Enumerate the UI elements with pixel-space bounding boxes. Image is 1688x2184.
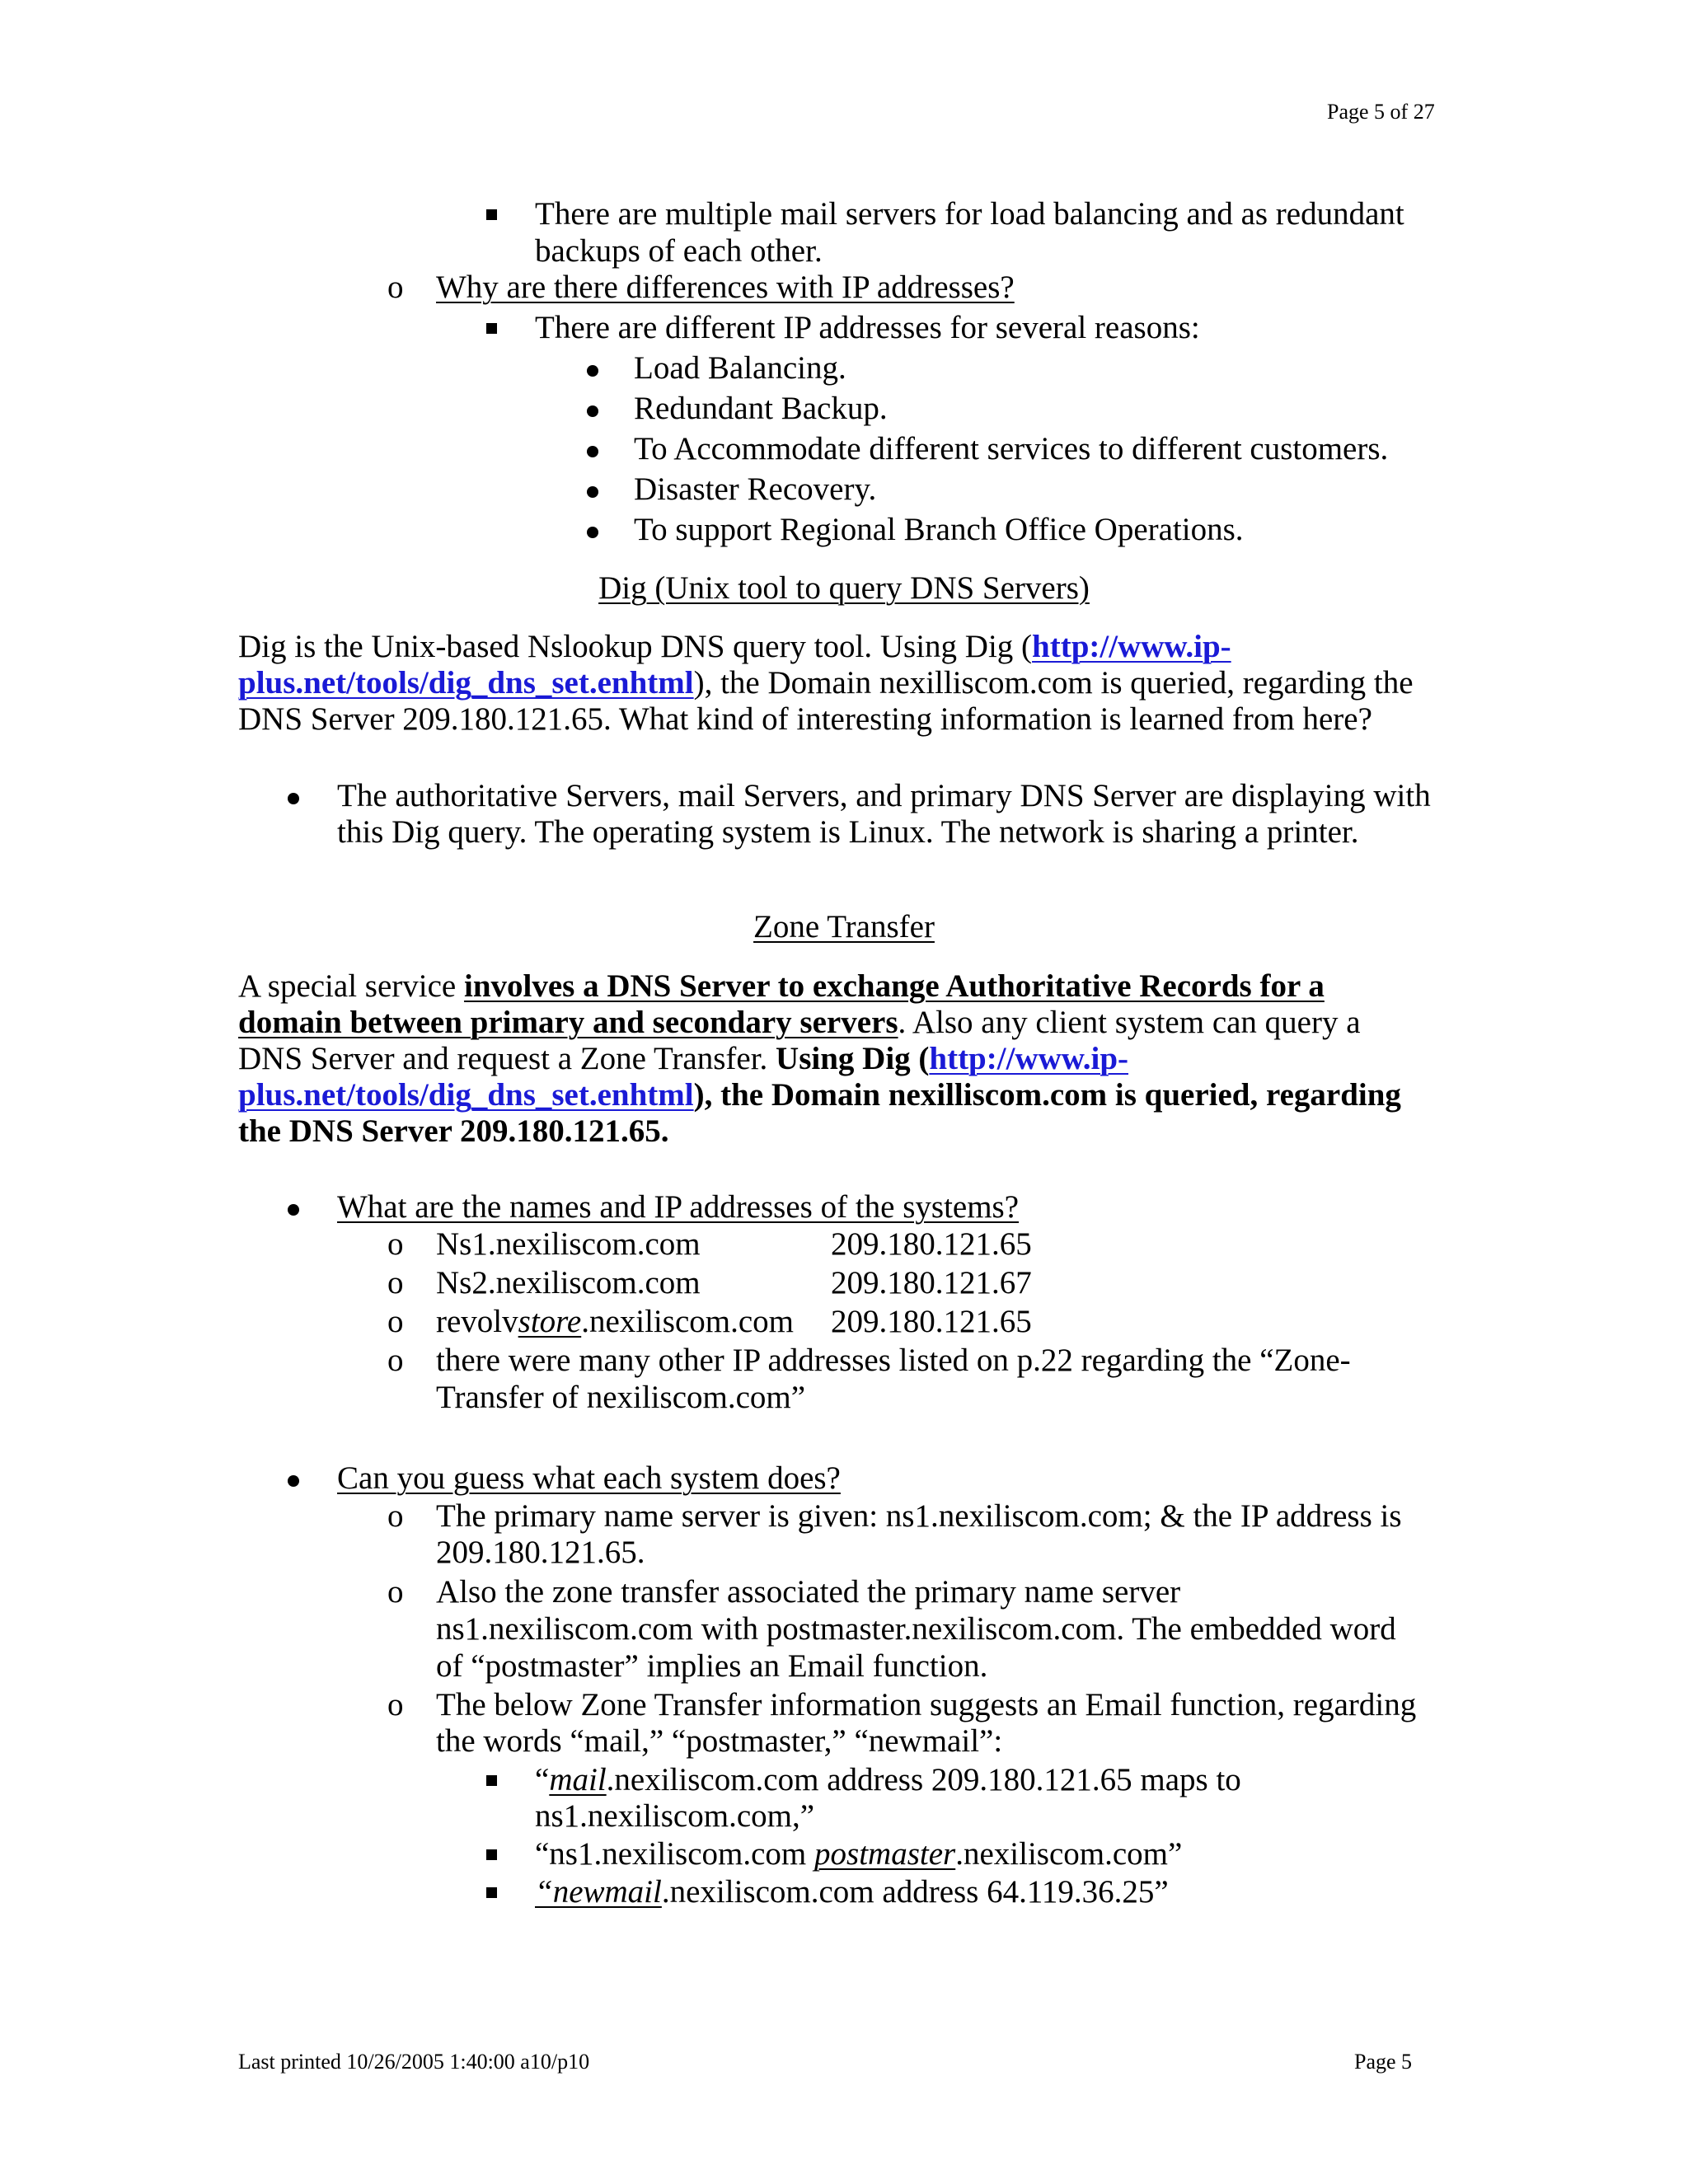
- sub-mail-line2: ns1.nexiliscom.com,”: [535, 1798, 815, 1834]
- reason-item: Load Balancing.: [634, 350, 846, 386]
- zone-paragraph-line1: A special service involves a DNS Server to exchange Authoritative Records for a: [238, 968, 1325, 1004]
- sub-newmail: “newmail.nexiliscom.com address 64.119.36.25”: [535, 1874, 1169, 1910]
- footer-page-number: Page 5: [1354, 2050, 1413, 2074]
- system-ip: 209.180.121.65: [831, 1226, 1032, 1262]
- dot-bullet-icon: [288, 793, 299, 804]
- zone-dig-link[interactable]: plus.net/tools/dig_dns_set.enhtml: [238, 1077, 694, 1113]
- dig-paragraph-line3: DNS Server 209.180.121.65. What kind of interesting information is learned from here?: [238, 701, 1372, 737]
- circle-bullet-icon: o: [387, 1226, 404, 1262]
- answer2-line1: Also the zone transfer associated the primary name server: [436, 1574, 1181, 1610]
- other-ips-line1: there were many other IP addresses listed on p.22 regarding the “Zone-: [436, 1343, 1351, 1378]
- square-bullet-icon: [486, 209, 497, 220]
- dot-bullet-icon: [587, 527, 598, 538]
- mail-bullet-line2: backups of each other.: [535, 233, 823, 269]
- guess-question: Can you guess what each system does?: [337, 1460, 841, 1496]
- dot-bullet-icon: [587, 486, 598, 498]
- dig-link[interactable]: plus.net/tools/dig_dns_set.enhtml: [238, 665, 694, 701]
- answer2-line3: of “postmaster” implies an Email function.: [436, 1648, 988, 1684]
- zone-dig-link[interactable]: http://www.ip-: [929, 1041, 1129, 1076]
- answer2-line2: ns1.nexiliscom.com with postmaster.nexiliscom.com. The embedded word: [436, 1611, 1396, 1647]
- sub-postmaster: “ns1.nexiliscom.com postmaster.nexiliscom.com”: [535, 1836, 1183, 1872]
- answer3-line1: The below Zone Transfer information suggests an Email function, regarding: [436, 1687, 1417, 1722]
- square-bullet-icon: [486, 1849, 497, 1860]
- dot-bullet-icon: [587, 405, 598, 417]
- zone-transfer-heading: Zone Transfer: [753, 909, 935, 944]
- system-name: revolvstore.nexiliscom.com: [436, 1304, 794, 1339]
- circle-bullet-icon: o: [387, 269, 404, 305]
- other-ips-line2: Transfer of nexiliscom.com”: [436, 1380, 806, 1415]
- sub-mail-line1: “mail.nexiliscom.com address 209.180.121.65 maps to: [535, 1762, 1241, 1797]
- square-bullet-icon: [486, 1775, 497, 1786]
- page-count-header: Page 5 of 27: [1327, 100, 1435, 124]
- system-ip: 209.180.121.67: [831, 1265, 1032, 1301]
- dot-bullet-icon: [587, 365, 598, 377]
- dot-bullet-icon: [587, 446, 598, 457]
- footer-last-printed: Last printed 10/26/2005 1:40:00 a10/p10: [238, 2050, 590, 2074]
- dig-answer-line2: this Dig query. The operating system is Linux. The network is sharing a printer.: [337, 814, 1359, 850]
- reason-item: Redundant Backup.: [634, 391, 888, 426]
- circle-bullet-icon: o: [387, 1687, 404, 1722]
- circle-bullet-icon: o: [387, 1498, 404, 1534]
- dig-heading: Dig (Unix tool to query DNS Servers): [598, 570, 1090, 606]
- zone-paragraph-line3: DNS Server and request a Zone Transfer. Using Dig (http://www.ip-: [238, 1041, 1129, 1076]
- mail-bullet-line1: There are multiple mail servers for load balancing and as redundant: [535, 196, 1404, 232]
- circle-bullet-icon: o: [387, 1304, 404, 1339]
- dig-answer-line1: The authoritative Servers, mail Servers, and primary DNS Server are displaying with: [337, 778, 1431, 813]
- square-bullet-icon: [486, 323, 497, 334]
- system-name: Ns1.nexiliscom.com: [436, 1226, 701, 1262]
- dig-link[interactable]: http://www.ip-: [1032, 629, 1231, 664]
- square-bullet-icon: [486, 1887, 497, 1898]
- circle-bullet-icon: o: [387, 1265, 404, 1301]
- zone-paragraph-line2: domain between primary and secondary servers. Also any client system can query a: [238, 1005, 1361, 1040]
- answer1-line1: The primary name server is given: ns1.nexiliscom.com; & the IP address is: [436, 1498, 1402, 1534]
- system-name: Ns2.nexiliscom.com: [436, 1265, 701, 1301]
- answer1-line2: 209.180.121.65.: [436, 1535, 645, 1570]
- circle-bullet-icon: o: [387, 1574, 404, 1610]
- system-ip: 209.180.121.65: [831, 1304, 1032, 1339]
- systems-question: What are the names and IP addresses of the systems?: [337, 1189, 1020, 1225]
- zone-paragraph-line4: plus.net/tools/dig_dns_set.enhtml), the Domain nexilliscom.com is queried, regarding: [238, 1077, 1401, 1113]
- circle-bullet-icon: o: [387, 1343, 404, 1378]
- answer3-line2: the words “mail,” “postmaster,” “newmail”:: [436, 1723, 1003, 1759]
- ip-differences-question: Why are there differences with IP addresses?: [436, 269, 1015, 305]
- zone-paragraph-line5: the DNS Server 209.180.121.65.: [238, 1113, 669, 1149]
- reason-item: Disaster Recovery.: [634, 471, 877, 507]
- reason-item: To support Regional Branch Office Operations.: [634, 512, 1244, 547]
- dig-paragraph-line2: plus.net/tools/dig_dns_set.enhtml), the Domain nexilliscom.com is queried, regarding the: [238, 665, 1414, 701]
- dot-bullet-icon: [288, 1475, 299, 1487]
- ip-reasons-intro: There are different IP addresses for several reasons:: [535, 310, 1200, 345]
- dig-paragraph-line1: Dig is the Unix-based Nslookup DNS query tool. Using Dig (http://www.ip-: [238, 629, 1231, 664]
- reason-item: To Accommodate different services to different customers.: [634, 431, 1389, 466]
- dot-bullet-icon: [288, 1204, 299, 1216]
